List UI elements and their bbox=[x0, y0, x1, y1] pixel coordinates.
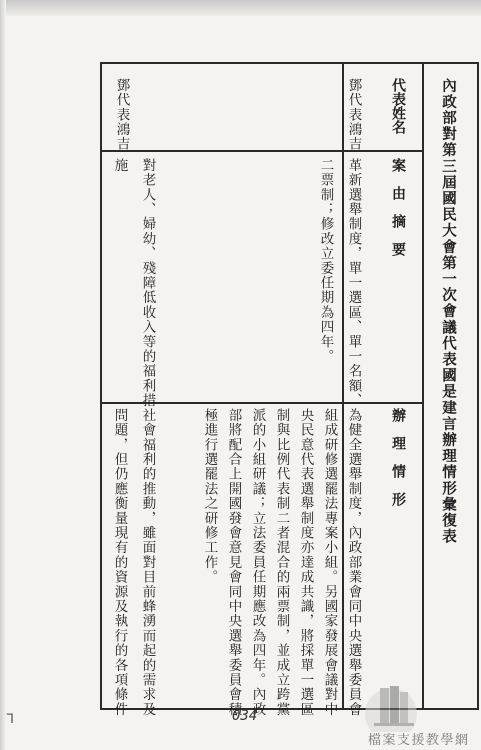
binding-shadow bbox=[0, 0, 6, 750]
row2-handling-line1: 社會福利的推動，雖面對目前蜂湧而起的需求及 bbox=[139, 408, 156, 717]
page-number: 034 bbox=[232, 708, 258, 724]
archive-books-icon bbox=[356, 674, 426, 732]
row1-handling-line6: 部將配合上開國發會意見會同中央選舉委員會積 bbox=[225, 408, 242, 717]
watermark-text: 檔案支援教學網 bbox=[368, 733, 470, 748]
separator-name-summary bbox=[100, 150, 423, 152]
header-representative: 代表姓名 bbox=[390, 78, 406, 134]
row1-handling-line1: 為健全選舉制度，內政部業會同中央選舉委員會 bbox=[345, 408, 362, 717]
margin-mark: ᒣ bbox=[6, 712, 14, 727]
header-handling: 辦 理 情 形 bbox=[390, 408, 406, 506]
row1-handling-line3: 央民意代表選舉制度亦達成共識，將採單一選區 bbox=[297, 408, 314, 717]
row2-handling-line2: 問題，但仍應衡量現有的資源及執行的各項條件 bbox=[111, 408, 128, 717]
border-right bbox=[477, 62, 479, 710]
document-title: 內政部對第三屆國民大會第一次會議代表國是建言辦理情形彙復表 bbox=[440, 78, 457, 545]
row1-summary-line2: 二票制；修改立委任期為四年。 bbox=[317, 158, 334, 364]
row1-handling-line7: 極進行選罷法之研修工作。 bbox=[201, 408, 218, 585]
header-summary: 案 由 摘 要 bbox=[390, 158, 406, 256]
row2-representative: 鄧代表鴻吉 bbox=[113, 78, 130, 152]
row1-handling-line5: 派的小組研議；立法委員任期應改為四年。內政 bbox=[249, 408, 266, 717]
border-left bbox=[100, 62, 102, 710]
row1-summary-line1: 革新選舉制度，單一選區、單一名額、 bbox=[345, 158, 362, 408]
row1-handling-line4: 制與比例代表制二者混合的兩票制，並成立跨黨 bbox=[273, 408, 290, 717]
scan-top-edge bbox=[0, 0, 481, 16]
row2-summary-line1: 對老人、婦幼、殘障低收入等的福利措 bbox=[139, 158, 156, 408]
row1-handling-line2: 組成研修選罷法專案小組。另國家發展會議對中 bbox=[321, 408, 338, 717]
separator-title-body bbox=[422, 62, 424, 710]
separator-row1-row2 bbox=[342, 62, 344, 710]
row2-summary-line2: 施 bbox=[111, 158, 128, 173]
row1-representative: 鄧代表鴻吉 bbox=[345, 78, 362, 152]
